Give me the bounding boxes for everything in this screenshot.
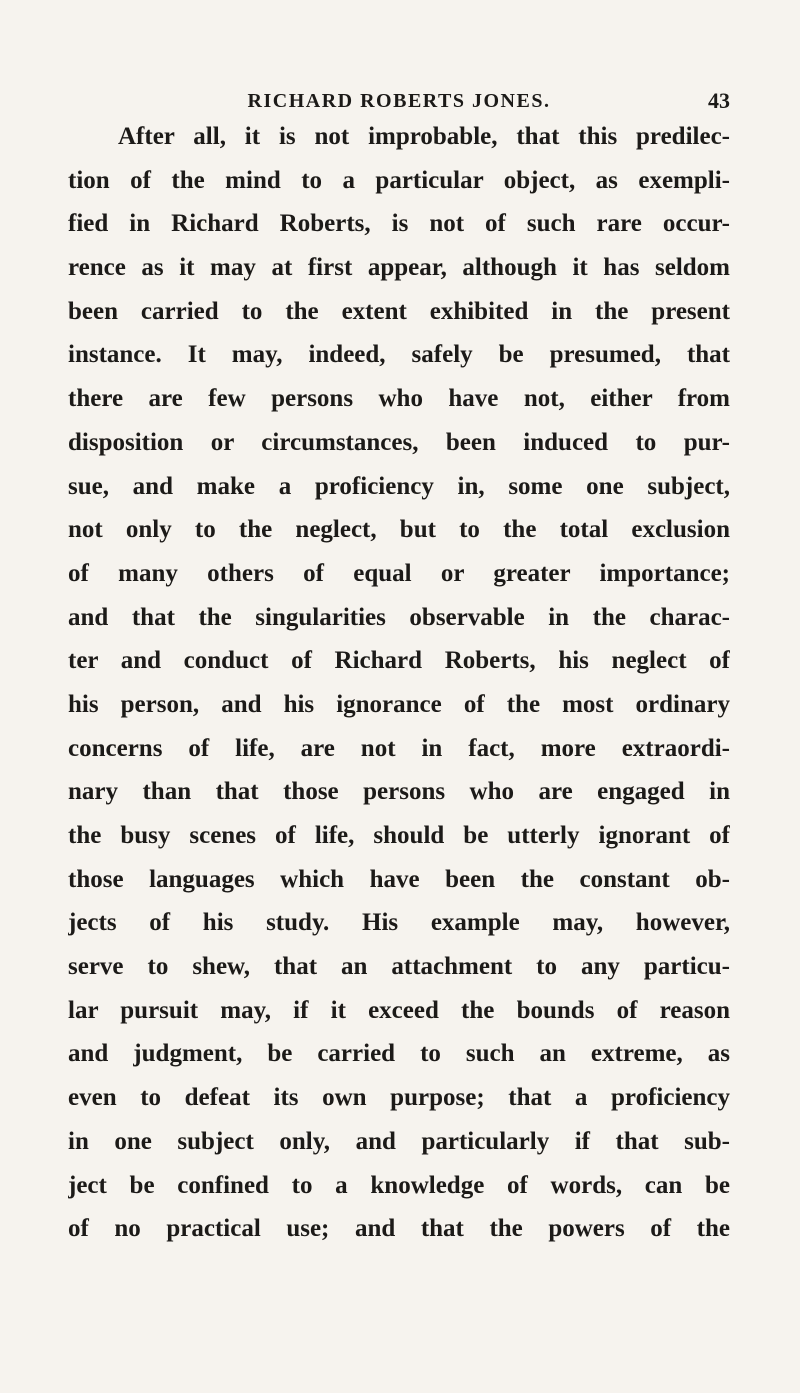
text-line: ject be confined to a knowledge of words, can be [68,1171,730,1199]
text-line: sue, and make a proficiency in, some one subject, [68,472,730,500]
text-line: nary than that those persons who are engaged in [68,778,730,806]
text-line: been carried to the extent exhibited in the present [68,297,730,325]
text-line: not only to the neglect, but to the total exclusion [68,516,730,544]
text-line: there are few persons who have not, either from [68,385,730,413]
page-number: 43 [708,88,730,113]
text-line: of no practical use; and that the powers of the [68,1215,730,1243]
text-line: concerns of life, are not in fact, more extraordi- [68,734,730,762]
text-line: and judgment, be carried to such an extreme, as [68,1040,730,1068]
text-line: ter and conduct of Richard Roberts, his neglect of [68,647,730,675]
text-line: of many others of equal or greater importance; [68,559,730,587]
body-text [68,115,730,1251]
running-title: RICHARD ROBERTS JONES. [247,90,551,112]
text-line: and that the singularities observable in the charac- [68,603,730,631]
text-line: instance. It may, indeed, safely be presumed, that [68,341,730,369]
text-line: jects of his study. His example may, however, [68,909,730,937]
text-line: fied in Richard Roberts, is not of such rare occur- [68,210,730,238]
text-line: tion of the mind to a particular object, as exempli- [68,166,730,194]
text-line: his person, and his ignorance of the most ordinary [68,690,730,718]
text-line: in one subject only, and particularly if that sub- [68,1127,730,1155]
text-line: those languages which have been the constant ob- [68,865,730,893]
text-line: serve to shew, that an attachment to any particu- [68,953,730,981]
text-line: lar pursuit may, if it exceed the bounds of reason [68,996,730,1024]
text-line: After all, it is not improbable, that this predilec- [118,123,730,150]
text-line: even to defeat its own purpose; that a proficiency [68,1084,730,1112]
running-head [68,86,730,116]
text-line: disposition or circumstances, been induced to pur- [68,428,730,456]
text-line: rence as it may at first appear, although it has seldom [68,254,730,282]
text-line: the busy scenes of life, should be utterly ignorant of [68,822,730,849]
